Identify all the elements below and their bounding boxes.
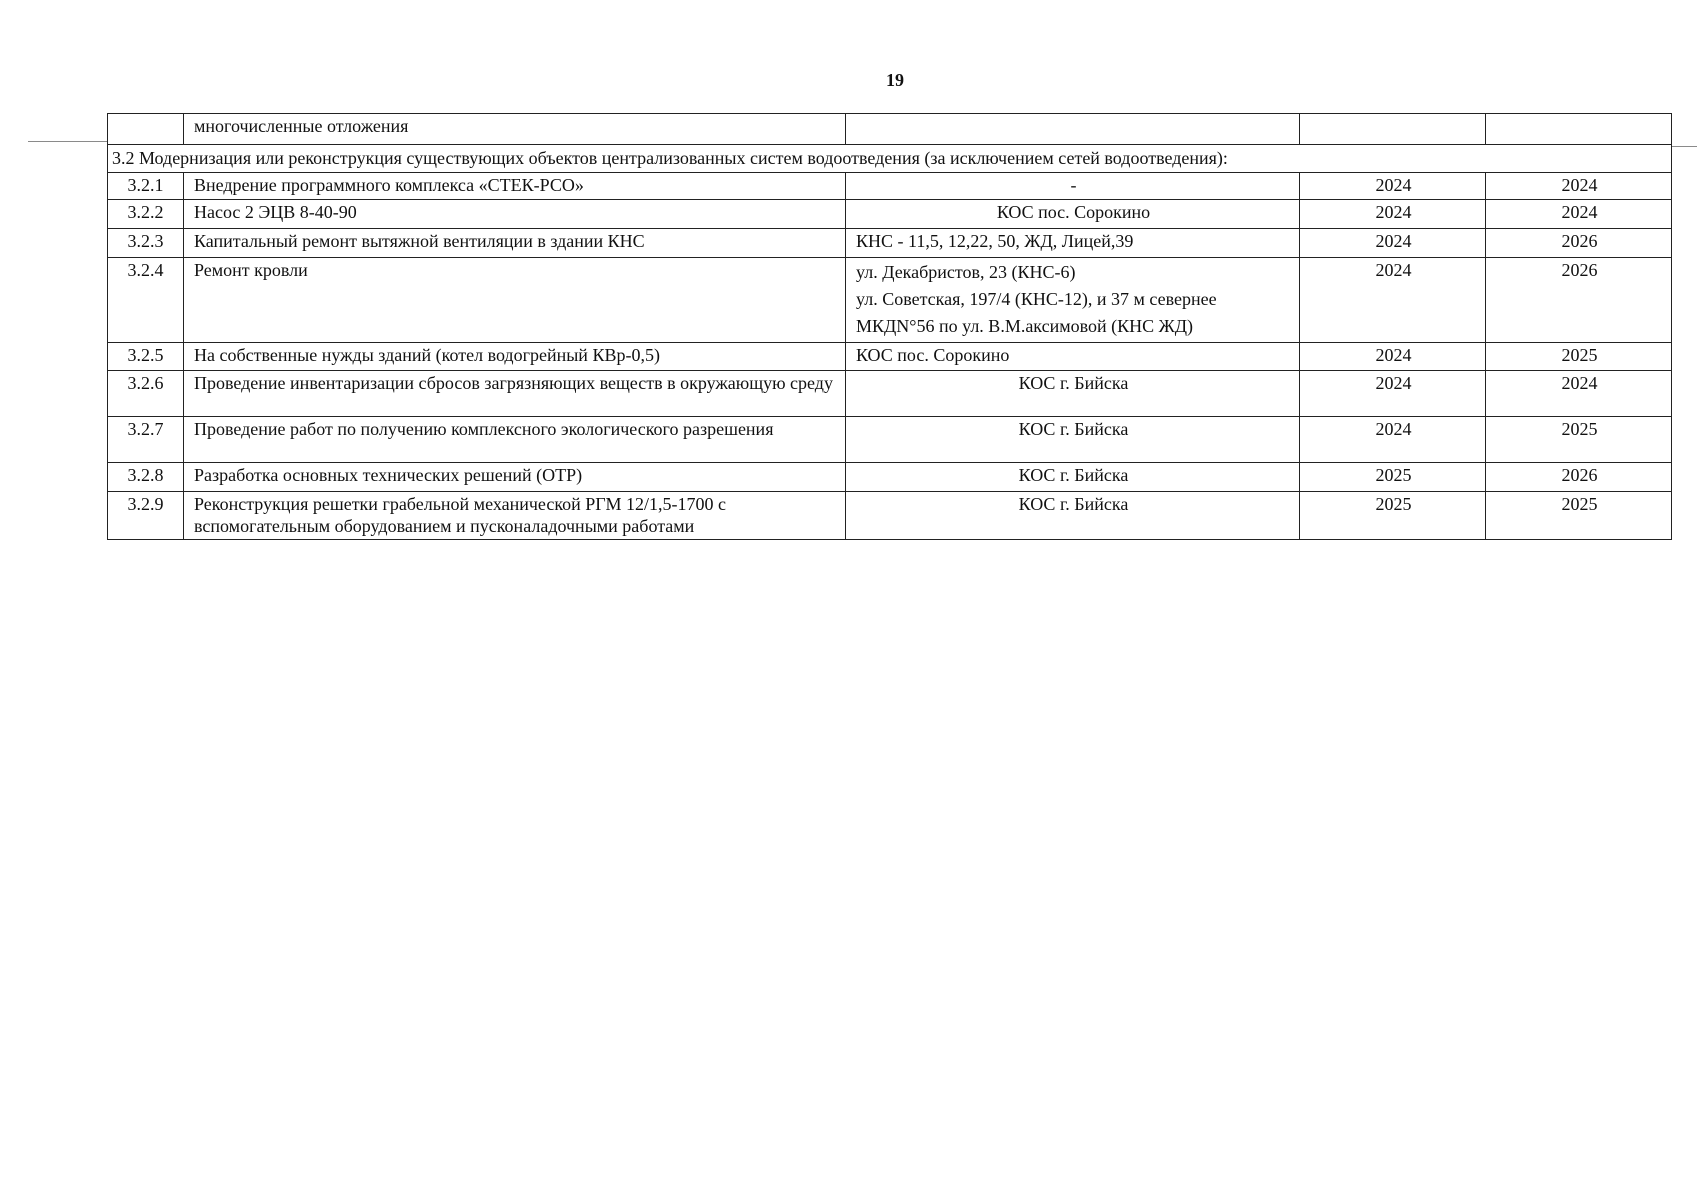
cell-start-year: 2024: [1300, 371, 1486, 417]
measures-table: [107, 113, 1672, 540]
cell-start-year: 2024: [1300, 343, 1486, 371]
cell-location: [846, 492, 1300, 540]
location-line: -: [1070, 175, 1077, 195]
cell-num: 3.2.3: [108, 229, 184, 258]
cell-location: [846, 114, 1300, 145]
table-row-continuation: [108, 114, 1672, 145]
cell-start-year: 2024: [1300, 229, 1486, 258]
location-line: КОС г. Бийска: [1018, 373, 1129, 393]
location-line: ул. Декабристов, 23 (КНС-6): [856, 262, 1076, 282]
cell-name: Реконструкция решетки грабельной механической РГМ 12/1,5-1700 с вспомогательным оборудованием и пусконаладочными работами: [184, 492, 846, 540]
location-line: КНС - 11,5, 12,22, 50, ЖД, Лицей,39: [856, 231, 1134, 251]
cell-num: 3.2.8: [108, 463, 184, 492]
cell-name: Капитальный ремонт вытяжной вентиляции в здании КНС: [184, 229, 846, 258]
location-line: КОС пос. Сорокино: [856, 345, 1010, 365]
cell-location: [846, 173, 1300, 200]
table-row: [108, 417, 1672, 463]
table-row: [108, 258, 1672, 343]
cell-start-year: 2024: [1300, 258, 1486, 343]
location-line: КОС г. Бийска: [1018, 465, 1129, 485]
cell-name: многочисленные отложения: [184, 114, 846, 145]
table-row: [108, 371, 1672, 417]
page-number: 19: [886, 70, 904, 90]
location-line: ул. Советская, 197/4 (КНС-12), и 37 м севернее: [856, 289, 1217, 309]
cell-start-year: 2024: [1300, 200, 1486, 229]
table-body: [108, 114, 1672, 540]
cell-location: [846, 229, 1300, 258]
location-line: КОС пос. Сорокино: [996, 202, 1151, 222]
table-row: [108, 173, 1672, 200]
cell-num: 3.2.7: [108, 417, 184, 463]
section-header-row: [108, 145, 1672, 173]
cell-end-year: 2026: [1486, 463, 1672, 492]
table-row: [108, 200, 1672, 229]
cell-start-year: 2024: [1300, 417, 1486, 463]
cell-location: [846, 258, 1300, 343]
cell-end-year: 2025: [1486, 417, 1672, 463]
table-row: [108, 463, 1672, 492]
cell-location: [846, 463, 1300, 492]
cell-location: [846, 343, 1300, 371]
cell-end-year: 2026: [1486, 258, 1672, 343]
cell-end-year: 2024: [1486, 200, 1672, 229]
cell-name: Разработка основных технических решений (ОТР): [184, 463, 846, 492]
cell-name: Проведение работ по получению комплексного экологического разрешения: [184, 417, 846, 463]
cell-name: Насос 2 ЭЦВ 8-40-90: [184, 200, 846, 229]
cell-start-year: 2025: [1300, 463, 1486, 492]
cell-end-year: 2024: [1486, 371, 1672, 417]
table-row: [108, 492, 1672, 540]
section-header: 3.2 Модернизация или реконструкция существующих объектов централизованных систем водоотведения (за исключением сетей водоотведения):: [108, 145, 1672, 173]
location-line: КОС г. Бийска: [1018, 419, 1129, 439]
cell-end-year: [1486, 114, 1672, 145]
cell-name: Ремонт кровли: [184, 258, 846, 343]
cell-end-year: 2024: [1486, 173, 1672, 200]
cell-num: 3.2.6: [108, 371, 184, 417]
cell-end-year: 2025: [1486, 492, 1672, 540]
cell-start-year: 2025: [1300, 492, 1486, 540]
cell-num: [108, 114, 184, 145]
cell-end-year: 2026: [1486, 229, 1672, 258]
table-row: [108, 343, 1672, 371]
table-row: [108, 229, 1672, 258]
cell-start-year: [1300, 114, 1486, 145]
location-line: МКДN°56 по ул. В.М.аксимовой (КНС ЖД): [856, 316, 1194, 336]
cell-name: На собственные нужды зданий (котел водогрейный КВр-0,5): [184, 343, 846, 371]
cell-end-year: 2025: [1486, 343, 1672, 371]
scan-artifact-left: [28, 141, 108, 142]
cell-num: 3.2.5: [108, 343, 184, 371]
cell-num: 3.2.4: [108, 258, 184, 343]
scan-artifact-right: [1672, 146, 1697, 147]
cell-location: [846, 371, 1300, 417]
cell-num: 3.2.1: [108, 173, 184, 200]
cell-location: [846, 200, 1300, 229]
location-line: КОС г. Бийска: [1018, 494, 1129, 514]
cell-name: Проведение инвентаризации сбросов загрязняющих веществ в окружающую среду: [184, 371, 846, 417]
cell-num: 3.2.2: [108, 200, 184, 229]
cell-name: Внедрение программного комплекса «СТЕК-РСО»: [184, 173, 846, 200]
cell-num: 3.2.9: [108, 492, 184, 540]
cell-start-year: 2024: [1300, 173, 1486, 200]
cell-location: [846, 417, 1300, 463]
